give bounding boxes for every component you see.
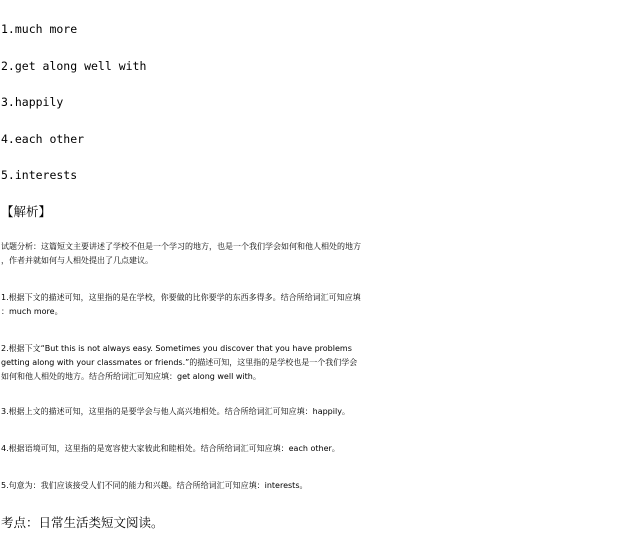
explanation-1 [1, 291, 629, 319]
explanation-4-line-1: 4.根据语境可知，这里指的是宽容使大家彼此和睦相处。结合所给词汇可知应填：each other。 [1, 444, 340, 453]
answer-4: 4.each other [1, 132, 85, 146]
intro-paragraph [1, 240, 629, 268]
explanation-1-line-2: ：much more。 [1, 307, 63, 316]
explanation-3-line-1: 3.根据上文的描述可知，这里指的是要学会与他人高兴地相处。结合所给词汇可知应填：happily。 [1, 407, 350, 416]
explanation-5-line-1: 5.句意为：我们应该接受人们不同的能力和兴趣。结合所给词汇可知应填：interests。 [1, 481, 308, 490]
answer-1: 1.much more [1, 22, 78, 36]
topic-note: 考点：日常生活类短文阅读。 [1, 515, 164, 530]
explanation-2-line-3: 如何和他人相处的地方。结合所给词汇可知应填：get along well with。 [1, 372, 261, 381]
explanation-2-line-2: getting along with your classmates or friends.”的描述可知，这里指的是学校也是一个我们学会 [1, 358, 358, 367]
explanation-2-line-1: 2.根据下文“But this is not always easy. Sometimes you discover that you have problems [1, 344, 352, 353]
intro-line-1: 试题分析：这篇短文主要讲述了学校不但是一个学习的地方，也是一个我们学会如何和他人相处的地方 [1, 242, 361, 251]
answer-5: 5.interests [1, 168, 78, 182]
explanation-3 [1, 405, 629, 419]
explanation-5 [1, 479, 629, 493]
explanation-1-line-1: 1.根据下文的描述可知，这里指的是在学校，你要做的比你要学的东西多得多。结合所给词汇可知应填 [1, 293, 361, 302]
answer-3: 3.happily [1, 95, 64, 109]
answer-2: 2.get along well with [1, 59, 147, 73]
intro-line-2: ，作者并就如何与人相处提出了几点建议。 [1, 256, 153, 265]
explanation-2 [1, 342, 629, 384]
explanation-4 [1, 442, 629, 456]
analysis-heading: 【解析】 [1, 204, 52, 219]
